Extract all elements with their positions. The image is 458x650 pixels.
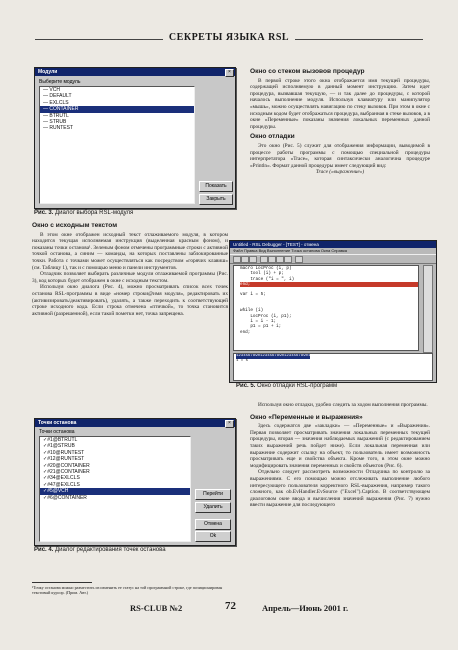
breakpoints-dialog-title: Точки останова bbox=[35, 419, 235, 427]
list-item[interactable]: ✓#1@BTRUTL bbox=[43, 437, 78, 443]
open-file-icon[interactable] bbox=[241, 256, 249, 263]
show-module-button[interactable]: Показать bbox=[199, 181, 233, 192]
new-file-icon[interactable] bbox=[233, 256, 241, 263]
paragraph: Здесь содержатся две «закладки» — «Переменные» и «Выражения». Первая позволяет просматривать значения локальных переменных текущей процедуры, вторая — значения наблюдаемых выражений (с редактированием таких выражений речь пойдет ниже). Если локальная переменная или выражение содержит ссылку на объект, то пользователь имеет возможность просматривать еще и свойства объекта. Кроме того, в этом окне можно модифицировать значения переменных и свойств объектов (Рис. 6). bbox=[250, 423, 430, 469]
close-icon[interactable]: × bbox=[225, 69, 234, 77]
code-line: var i = 5; bbox=[240, 292, 266, 298]
list-item[interactable]: — VCH bbox=[43, 87, 60, 93]
section-heading-callstack: Окно со стеком вызовов процедур bbox=[250, 68, 365, 75]
list-item[interactable]: ✓#10@RUNTEST bbox=[43, 449, 85, 456]
save-icon[interactable] bbox=[249, 256, 257, 263]
footer-issue: Апрель—Июнь 2001 г. bbox=[262, 603, 349, 613]
paragraph: Используя окно отладки, удобно следить за ходом выполнения программы. bbox=[258, 402, 428, 408]
left-column-top bbox=[32, 220, 228, 317]
source-code-pane[interactable] bbox=[233, 265, 419, 351]
list-item[interactable]: — STRUB bbox=[43, 119, 67, 126]
right-column-top bbox=[250, 66, 430, 176]
watch-icon[interactable] bbox=[295, 256, 303, 263]
paragraph: В этом окне отображен исходный текст отлаживаемого модуля, в котором находится текущая исполняемая инструкция (выделенная красным фоном), и показаны точки останова¹. Зеленым фоном отмечены программные строки с активной точкой останова, а синим — команды, на которых поставлены заблокированные точки. Работа с точками может осуществляться как посредством «горячих клавиш» (см. Таблицу 1), так и с помощью меню и панели инструментов. bbox=[32, 231, 228, 271]
list-item[interactable]: — DEFAULT bbox=[43, 93, 72, 100]
close-icon[interactable]: × bbox=[225, 420, 234, 428]
footnote-rule bbox=[32, 582, 92, 583]
section-heading-debug: Окно отладки bbox=[250, 133, 295, 141]
footnote: ¹Точку останова можно разместить из изменить ее статус на той программной строке, где позиционирован текстовый курсор. (Прим. Авт.) bbox=[32, 585, 223, 596]
header-title: СЕКРЕТЫ ЯЗЫКА RSL bbox=[163, 32, 295, 43]
list-item[interactable]: ✓#12@RUNTEST bbox=[43, 456, 85, 463]
code-line: macro LocProc (i, p) bbox=[240, 266, 292, 271]
right-column-bottom bbox=[250, 402, 430, 509]
breakpoints-list-label: Точки останова bbox=[39, 429, 75, 435]
modules-dialog-title: Модули bbox=[35, 68, 235, 76]
list-item[interactable]: — RUNTEST bbox=[43, 125, 73, 132]
section-heading-vars: Окно «Переменные и выражения» bbox=[250, 413, 363, 421]
trace-format: Trace («выражение») bbox=[315, 169, 365, 176]
page-number: 72 bbox=[225, 600, 236, 612]
debugger-window bbox=[229, 240, 437, 383]
debugger-title: Untitled - RSL Debugger - [TEST] - отмена bbox=[230, 241, 436, 248]
debugger-toolbar bbox=[230, 254, 436, 264]
output-line: i = 5 bbox=[236, 359, 249, 363]
fig5-caption: Рис. 5. Окно отладки RSL-программ bbox=[236, 383, 338, 389]
code-line: end; bbox=[240, 329, 251, 335]
paragraph: Это окно (Рис. 5) служит для отображения информации, выводимой в процессе работы программы с помощью специальной процедуры интерпретатора «Trace», которая синтаксически аналогична процедуре «Println». Формат данной процедуры имеет следующий вид: bbox=[250, 142, 430, 169]
section-heading-source: Окно с исходным текстом bbox=[32, 222, 118, 229]
code-line: p1 = p1 + i; bbox=[240, 324, 282, 330]
list-item[interactable]: ✓#5@VCH bbox=[40, 488, 190, 494]
close-dialog-button[interactable]: Закрыть bbox=[199, 194, 233, 205]
code-line: while (i) bbox=[240, 308, 264, 314]
breakpoints-list[interactable] bbox=[39, 436, 191, 542]
list-item[interactable]: — CONTAINER bbox=[40, 106, 194, 112]
fig3-caption: Рис. 3. Диалог выбора RSL-модуля bbox=[34, 210, 134, 216]
cancel-button[interactable]: Отмена bbox=[195, 519, 231, 530]
list-item[interactable]: — EXLCLS bbox=[43, 99, 69, 106]
modules-list-label: Выберите модуль bbox=[39, 79, 81, 85]
paragraph: Отдельно следует рассмотреть возможности Отладчика по контролю за выражениями. С его помощью можно отслеживать выполнение любого интересующего пользователя корректного RSL-выражения, например такого сложного, как ob.EvHandler.EvSource ("Excel").Caption. В соответствующем диалоговом окне ввода и вычисления значений выражения (Рис. 7) нужно ввести выражение для последующего bbox=[250, 469, 430, 509]
list-item[interactable]: ✓#20@CONTAINER bbox=[43, 462, 90, 469]
list-item[interactable]: ✓#1@STRUB bbox=[43, 443, 75, 450]
page-header bbox=[0, 32, 458, 46]
code-line: end; bbox=[240, 282, 418, 287]
fig4-caption: Рис. 4. Диалог редактирования точек останова bbox=[34, 547, 166, 553]
breakpoints-dialog bbox=[34, 418, 236, 546]
code-scrollbar[interactable] bbox=[423, 265, 433, 353]
footer-magazine: RS-CLUB №2 bbox=[130, 603, 183, 613]
modules-dialog bbox=[34, 67, 236, 209]
code-line: LocProc (i, p1); bbox=[240, 313, 292, 319]
modules-list[interactable] bbox=[39, 86, 195, 204]
code-line: trace ("i = ", i) bbox=[240, 276, 295, 282]
list-item[interactable]: ✓#34@EXLCLS bbox=[43, 475, 80, 482]
ok-button[interactable]: Ok bbox=[195, 531, 231, 542]
list-item[interactable]: ✓#47@EXLCLS bbox=[43, 481, 80, 488]
paragraph: Используя окно диалога (Рис. 4), можно просматривать список всех точек останова RSL-программы в виде «номер строки@имя модуля», редактировать их (активизировать/деактивировать), удалять, а также переходить к соответствующей строке исходного кода. Если строка отмечена «птичкой», то точка становится активной (разрешенной), если такой пометки нет, точка запрещена. bbox=[32, 284, 228, 317]
code-line: tool (i) + p; bbox=[240, 271, 284, 277]
goto-breakpoint-button[interactable]: Перейти bbox=[195, 489, 231, 500]
step-over-icon[interactable] bbox=[276, 256, 284, 263]
list-item[interactable]: ✓#21@CONTAINER bbox=[43, 469, 90, 476]
debugger-menu[interactable]: Файл Правка Вид Выполнение Точка останова Окна Справка bbox=[233, 248, 348, 253]
step-into-icon[interactable] bbox=[268, 256, 276, 263]
list-item[interactable]: — BTRUTL bbox=[43, 112, 69, 119]
paragraph: Отладчик позволяет выбирать различные модули отлаживаемой программы (Рис. 3), код которых будет отображен в окне с исходным текстом. bbox=[32, 271, 228, 284]
run-icon[interactable] bbox=[260, 256, 268, 263]
paragraph: В первой строке этого окна отображается имя текущей процедуры, содержащей исполняемую в данный момент инструкцию. Затем идет процедура, вызвавшая текущую, — и так далее до процедуры, с которой началось выполнение модуля. Используя клавиатуру или манипулятор «мышь», можно осуществлять навигацию по стеку вызовов. При этом в окне с исходным кодом будет отображаться процедура, выбранная в стеке вызовов, а в окне «Переменные» показаны значения локальных переменных данной процедуры. bbox=[250, 77, 430, 130]
output-line: 1234567890123456789012345678901 bbox=[236, 354, 311, 358]
code-line: i = i - 1; bbox=[240, 318, 277, 324]
list-item[interactable]: ✓#6@CONTAINER bbox=[43, 494, 87, 501]
delete-breakpoint-button[interactable]: Удалить bbox=[195, 502, 231, 513]
debug-output-pane[interactable] bbox=[233, 353, 433, 381]
breakpoint-icon[interactable] bbox=[284, 256, 292, 263]
